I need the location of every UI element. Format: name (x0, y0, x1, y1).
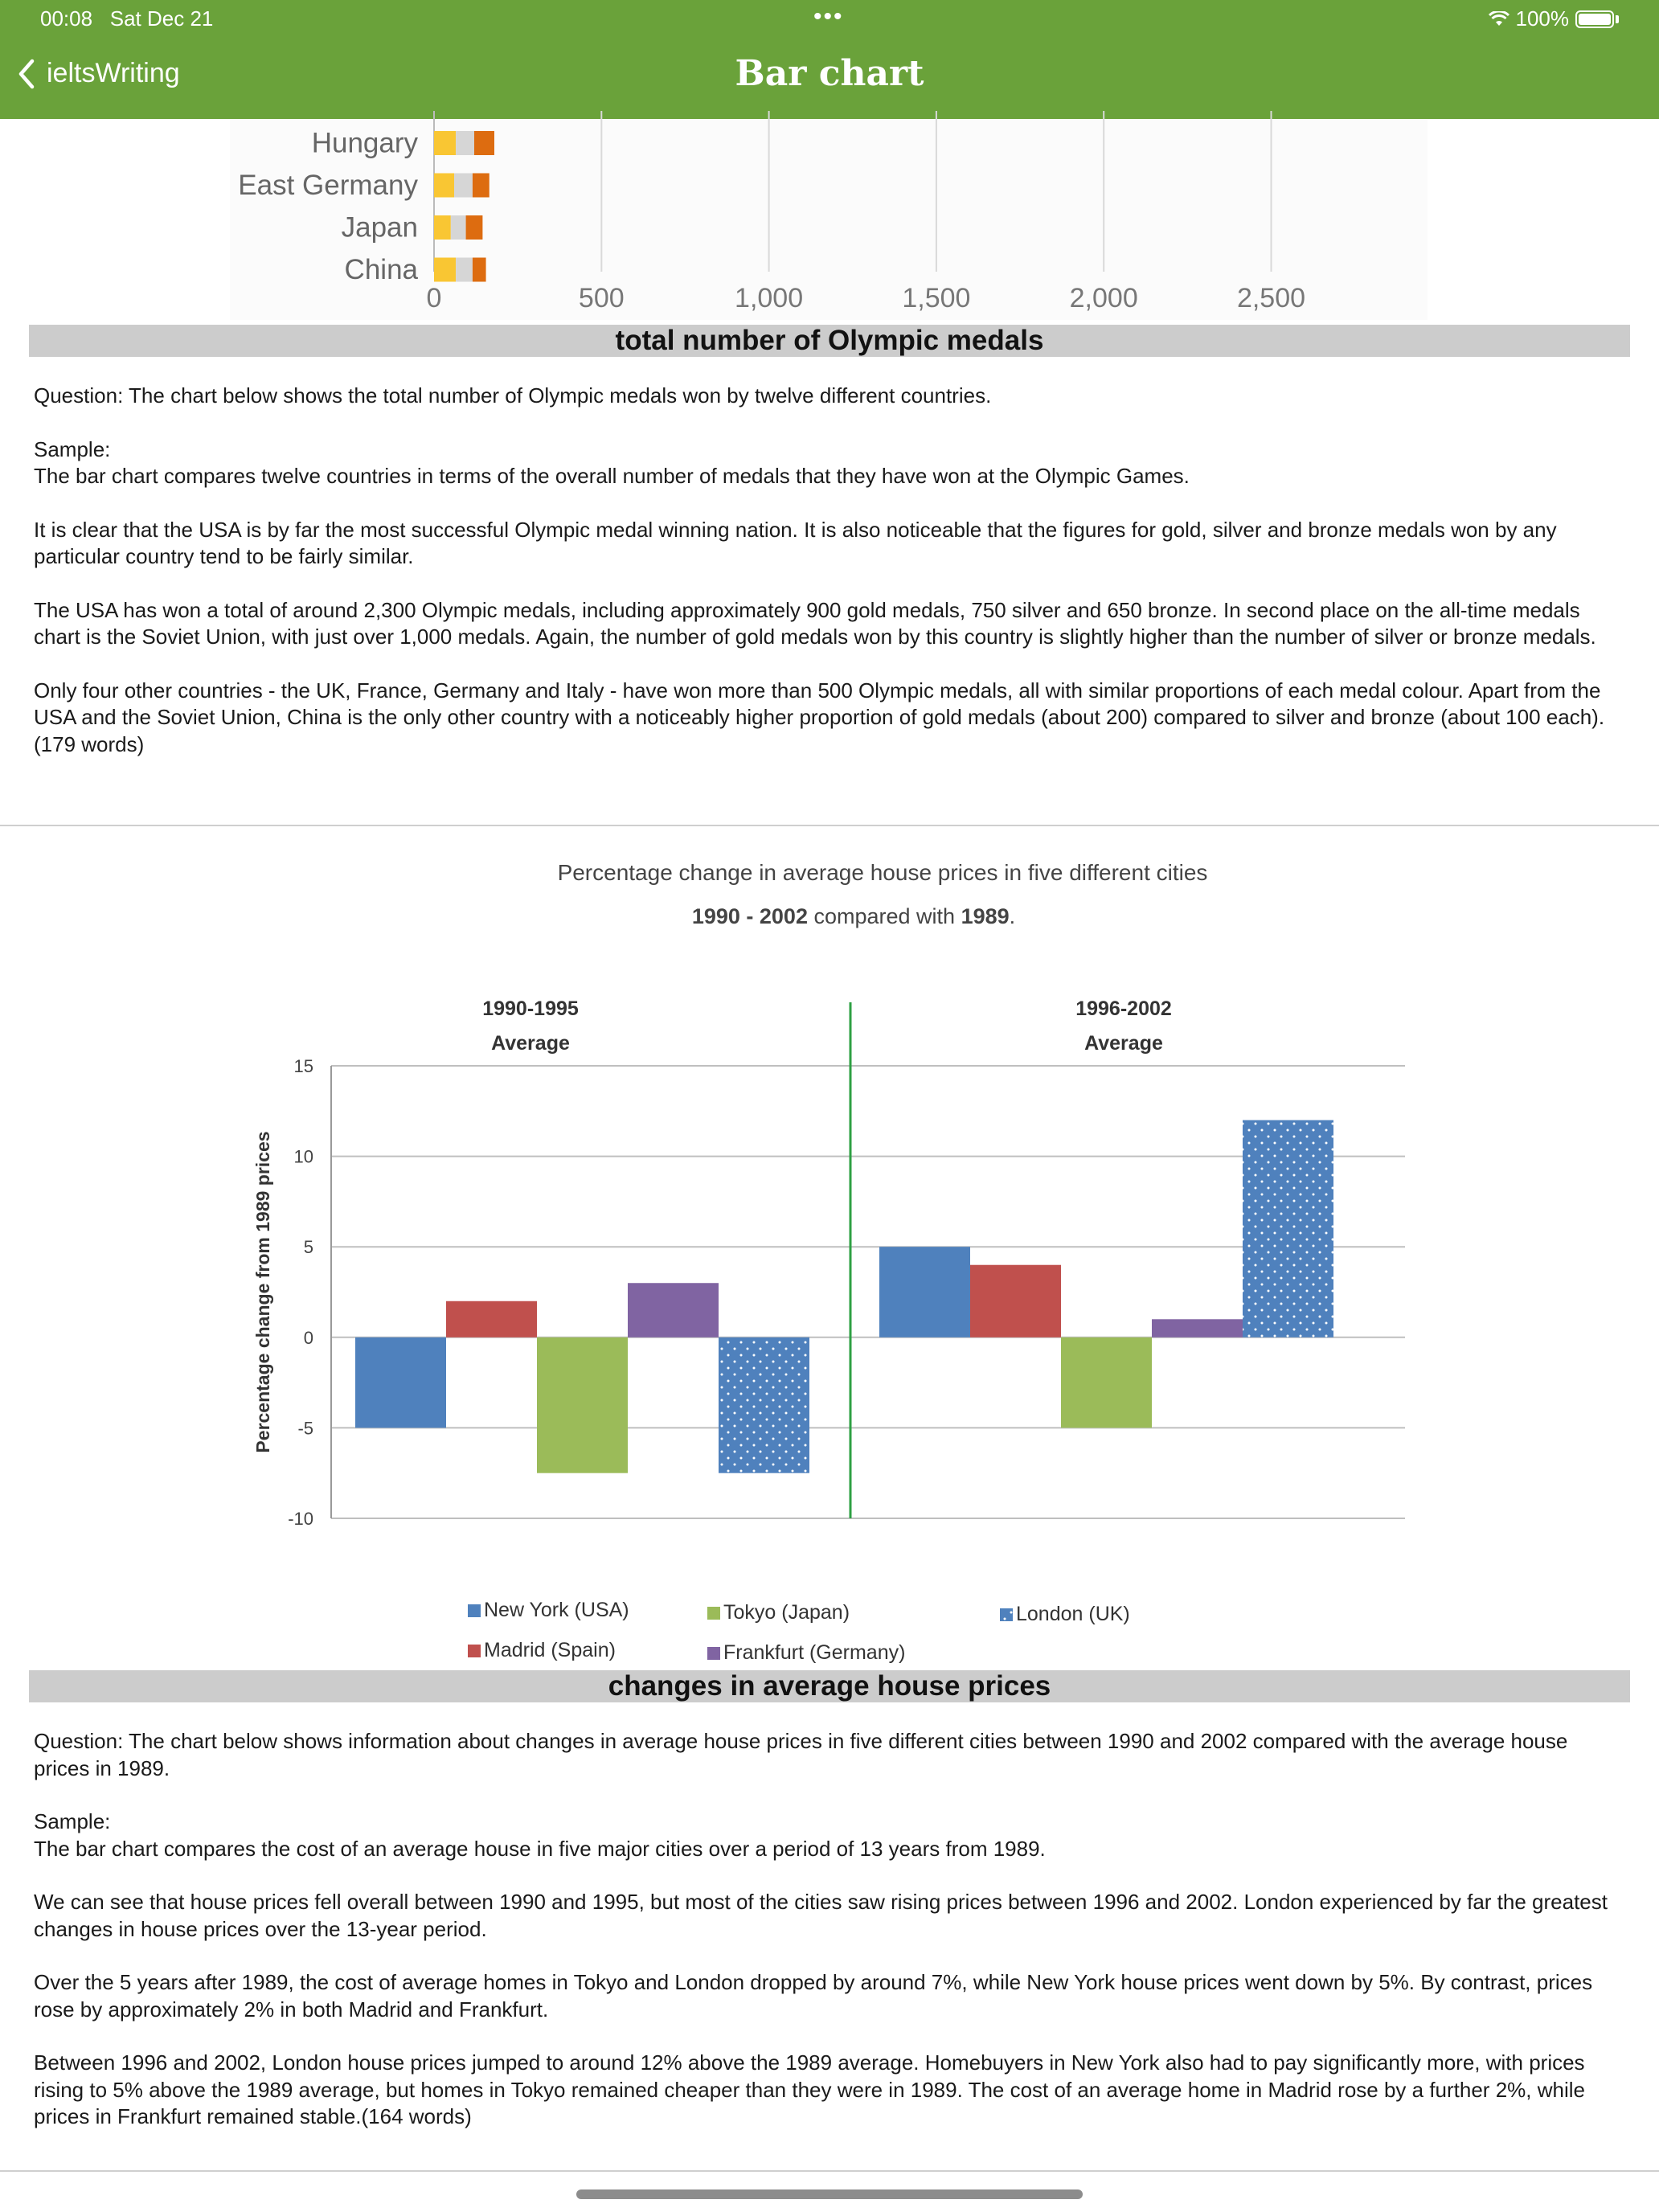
multitasking-dots[interactable]: ••• (813, 3, 844, 30)
chart-title: Percentage change in average house prices in five different cities (557, 860, 1208, 885)
bar-frankfurt-germany (1152, 1319, 1243, 1337)
bar-london-uk (719, 1337, 809, 1473)
section1-text (34, 383, 1625, 784)
bar-segment (434, 131, 456, 155)
status-clock: 00:08 (40, 6, 93, 31)
bar-segment (456, 131, 474, 155)
group-label: 1996-2002 (1075, 997, 1172, 1020)
status-time (40, 6, 213, 31)
legend-swatch (468, 1645, 481, 1657)
app-header (0, 0, 1659, 119)
legend-label: London (UK) (1016, 1603, 1130, 1625)
status-right (1489, 6, 1620, 31)
y-tick-label: -5 (297, 1418, 313, 1439)
section1-paragraph: The USA has won a total of around 2,300 Olympic medals, including approximately 900 gold medals, 750 silver and 650 bronze. In second place on the all-time medals chart is the Soviet Union, with just over 1,000 medals. Again, the number of gold medals won by this country is slightly higher than the number of silver or bronze medals. (34, 597, 1596, 649)
y-tick-label: 10 (293, 1146, 313, 1167)
y-tick-label: 5 (303, 1237, 313, 1258)
bar-segment (473, 174, 490, 198)
category-label: Japan (341, 211, 418, 244)
legend-label: New York (USA) (484, 1599, 629, 1621)
x-tick-label: 0 (426, 283, 442, 312)
x-tick-label: 1,500 (902, 283, 971, 312)
bar-madrid-spain (446, 1301, 537, 1337)
legend-label: Madrid (Spain) (484, 1639, 616, 1661)
bar-new-york-usa (355, 1337, 446, 1428)
section2-sample: Sample: The bar chart compares the cost of an average house in five major cities over a period of 13 years from 1989. (34, 1809, 1046, 1861)
bar-segment (434, 258, 456, 282)
x-tick-label: 2,500 (1236, 283, 1306, 312)
category-label: Hungary (311, 127, 418, 159)
section2-paragraph: Over the 5 years after 1989, the cost of average homes in Tokyo and London dropped by around 7%, while New York house prices went down by 5%. By contrast, prices rose by approximately 2% in both Madrid and Frankfurt. (34, 1970, 1593, 2022)
y-tick-label: -10 (288, 1509, 313, 1529)
bar-tokyo-japan (1061, 1337, 1152, 1428)
legend-swatch (1000, 1608, 1013, 1621)
section1-sample: Sample: The bar chart compares twelve countries in terms of the overall number of medals that they have won at the Olympic Games. (34, 436, 1190, 488)
chart1-caption: total number of Olympic medals (29, 325, 1630, 357)
x-tick-label: 2,000 (1069, 283, 1138, 312)
legend-label: Frankfurt (Germany) (723, 1641, 906, 1664)
section2-question: Question: The chart below shows information about changes in average house prices in five different cities between 1990 and 2002 compared with the average house prices in 1989. (34, 1729, 1568, 1780)
back-button-label: ieltsWriting (47, 58, 180, 88)
bar-frankfurt-germany (628, 1283, 719, 1337)
subtitle-part: compared with (807, 904, 961, 928)
bar-segment (434, 215, 451, 240)
section2-paragraph: Between 1996 and 2002, London house prices jumped to around 12% above the 1989 average. Homebuyers in New York also had to pay significantly more, with prices rising to 5% above the 1989 average, but homes in Tokyo remained cheaper than they were in 1989. The cost of an average home in Madrid rose by a further 2%, while prices in Frankfurt remained stable.(164 words) (34, 2050, 1585, 2128)
y-axis-label: Percentage change from 1989 prices (252, 1131, 273, 1453)
legend-label: Tokyo (Japan) (723, 1601, 850, 1624)
bar-segment (466, 215, 483, 240)
chart2-caption: changes in average house prices (29, 1670, 1630, 1702)
y-tick-label: 0 (303, 1327, 313, 1348)
status-date: Sat Dec 21 (109, 6, 214, 31)
section2-text (34, 1728, 1625, 2157)
house-prices-chart (230, 844, 1436, 1664)
battery-icon (1575, 10, 1614, 28)
bar-segment (456, 258, 473, 282)
section1-paragraph: Only four other countries - the UK, France, Germany and Italy - have won more than 500 Olympic medals, all with similar proportions of each medal colour. Apart from the USA and the Soviet Union, China is the only other country with a noticeably higher proportion of gold medals (about 200) compared to silver and bronze (about 100 each).(179 words) (34, 678, 1605, 756)
bar-segment (434, 174, 454, 198)
bar-madrid-spain (970, 1265, 1061, 1337)
home-indicator[interactable] (576, 2189, 1083, 2199)
bar-segment (454, 174, 473, 198)
x-tick-label: 500 (578, 283, 625, 312)
battery-percent: 100% (1515, 6, 1569, 31)
bar-tokyo-japan (537, 1337, 628, 1473)
group-label: Average (491, 1032, 570, 1055)
bar-new-york-usa (879, 1247, 970, 1337)
chart-subtitle (692, 904, 1015, 928)
section1-question: Question: The chart below shows the total number of Olympic medals won by twelve different countries. (34, 383, 992, 408)
section-divider (0, 825, 1659, 826)
bar-segment (451, 215, 466, 240)
group-label: Average (1084, 1032, 1163, 1055)
group-label: 1990-1995 (482, 997, 579, 1020)
section2-paragraph: We can see that house prices fell overall between 1990 and 1995, but most of the cities saw rising prices between 1996 and 2002. London experienced by far the greatest changes in house prices over the 13-year period. (34, 1890, 1608, 1941)
subtitle-part: . (1009, 904, 1016, 928)
wifi-icon (1489, 11, 1509, 27)
y-tick-label: 15 (293, 1056, 313, 1076)
subtitle-part: 1989 (961, 904, 1010, 928)
section1-paragraph: It is clear that the USA is by far the most successful Olympic medal winning nation. It is also noticeable that the figures for gold, silver and bronze medals won by any particular country tend to be fairly similar. (34, 517, 1557, 568)
legend-swatch (468, 1604, 481, 1617)
house-prices-chart-svg (230, 844, 1436, 1664)
subtitle-part: 1990 - 2002 (691, 904, 808, 928)
x-tick-label: 1,000 (735, 283, 804, 312)
bar-segment (474, 131, 494, 155)
page-title: Bar chart (735, 53, 924, 94)
category-label: China (344, 253, 418, 285)
category-label: East Germany (238, 169, 418, 201)
bar-london-uk (1243, 1120, 1333, 1337)
legend-swatch (707, 1647, 720, 1660)
legend-swatch (707, 1607, 720, 1620)
olympic-medals-chart-svg (230, 111, 1428, 312)
section-divider (0, 2170, 1659, 2172)
olympic-medals-chart (230, 119, 1428, 320)
bar-segment (473, 258, 486, 282)
